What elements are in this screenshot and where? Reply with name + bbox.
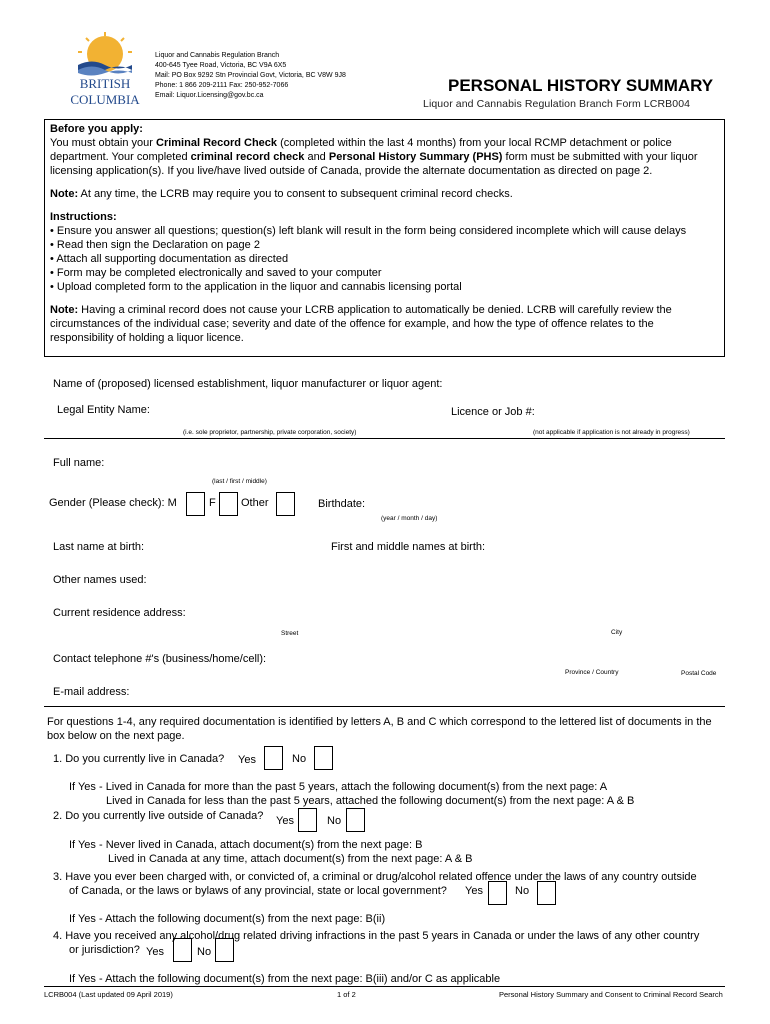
- q3-no-label: No: [515, 885, 530, 897]
- q3-text-1: 3. Have you ever been charged with, or convicted of, a criminal or drug/alcohol related offence under the laws of any country outside: [53, 871, 697, 883]
- q4-no-checkbox[interactable]: [215, 938, 234, 962]
- q4-yes-checkbox[interactable]: [173, 938, 192, 962]
- instruction-item: • Ensure you answer all questions; question(s) left blank will result in the form being considered incomplete which will cause delays: [50, 224, 718, 238]
- gender-f-checkbox[interactable]: [219, 492, 238, 516]
- establishment-label: Name of (proposed) licensed establishment, liquor manufacturer or liquor agent:: [53, 378, 443, 390]
- last-name-birth-label: Last name at birth:: [53, 541, 145, 553]
- other-names-label: Other names used:: [53, 574, 147, 586]
- text-bold: Criminal Record Check: [156, 137, 278, 149]
- phone-label: Contact telephone #'s (business/home/cell):: [53, 653, 267, 665]
- instructions-list: [50, 224, 718, 294]
- org-line: 400-645 Tyee Road, Victoria, BC V9A 6X5: [155, 62, 287, 69]
- city-hint: City: [611, 629, 623, 636]
- legal-entity-hint: (i.e. sole proprietor, partnership, private corporation, society): [183, 429, 357, 436]
- q4-no-label: No: [197, 946, 212, 958]
- q1-yes-label: Yes: [238, 754, 256, 766]
- first-middle-birth-label: First and middle names at birth:: [331, 541, 486, 553]
- q2-if-yes-1: If Yes - Never lived in Canada, attach document(s) from the next page: B: [69, 839, 423, 851]
- org-line: Phone: 1 866 209-2111 Fax: 250-952-7066: [155, 82, 289, 89]
- text-bold: criminal record check: [190, 151, 305, 163]
- q2-no-label: No: [327, 815, 342, 827]
- q4-text-2: or jurisdiction?: [69, 944, 140, 956]
- q3-no-checkbox[interactable]: [537, 881, 556, 905]
- text-bold: Personal History Summary (PHS): [328, 151, 503, 163]
- svg-text:COLUMBIA: COLUMBIA: [70, 92, 140, 107]
- q4-text-1: 4. Have you received any alcohol/drug related driving infractions in the past 5 years in Canada or under the laws of any other country: [53, 930, 700, 942]
- birthdate-hint: (year / month / day): [381, 515, 438, 522]
- q2-yes-checkbox[interactable]: [298, 808, 317, 832]
- footer-rule: [44, 986, 725, 987]
- birthdate-label: Birthdate:: [318, 498, 366, 510]
- before-you-apply-box: [44, 119, 725, 357]
- legal-entity-label: Legal Entity Name:: [57, 404, 150, 416]
- q3-text-2: of Canada, or the laws or bylaws of any provincial, state or local government?: [69, 885, 447, 897]
- gender-label: Gender (Please check): M: [49, 497, 177, 509]
- q1-no-checkbox[interactable]: [314, 746, 333, 770]
- instructions-heading: Instructions:: [50, 211, 117, 223]
- q1-yes-checkbox[interactable]: [264, 746, 283, 770]
- instruction-item: • Form may be completed electronically and saved to your computer: [50, 266, 718, 280]
- instruction-item: • Attach all supporting documentation as directed: [50, 252, 718, 266]
- postal-hint: Postal Code: [681, 670, 717, 677]
- province-hint: Province / Country: [565, 669, 619, 676]
- instruction-item: • Read then sign the Declaration on page 2: [50, 238, 718, 252]
- footer-left: LCRB004 (Last updated 09 April 2019): [44, 990, 173, 999]
- entity-rule: [44, 438, 725, 439]
- q1-if-yes-1: If Yes - Lived in Canada for more than the past 5 years, attach the following document(s) from the next page: A: [69, 781, 608, 793]
- email-label: E-mail address:: [53, 686, 130, 698]
- svg-text:BRITISH: BRITISH: [79, 76, 131, 91]
- licence-label: Licence or Job #:: [451, 406, 535, 418]
- footer-right: Personal History Summary and Consent to Criminal Record Search: [499, 990, 723, 999]
- before-paragraph: [50, 136, 718, 178]
- street-hint: Street: [281, 630, 299, 637]
- q1-if-yes-2: Lived in Canada for less than the past 5 years, attached the following document(s) from the next page: A & B: [106, 795, 635, 807]
- text: form must be submitted with your liquor licensing application(s). If you live/have lived outside of Canada, provide the alternate documentation as directed on page 2.: [50, 151, 698, 177]
- residence-label: Current residence address:: [53, 607, 186, 619]
- note-1: [50, 187, 718, 201]
- text: You must obtain your: [50, 137, 156, 149]
- note-text: At any time, the LCRB may require you to consent to subsequent criminal record checks.: [78, 188, 513, 200]
- org-address: [155, 51, 346, 101]
- form-title: PERSONAL HISTORY SUMMARY: [448, 76, 714, 95]
- gender-f-label: F: [209, 497, 216, 509]
- full-name-hint: (last / first / middle): [212, 478, 267, 485]
- questions-intro: For questions 1-4, any required documentation is identified by letters A, B and C which correspond to the lettered list of documents in the box below on the next page.: [47, 716, 712, 742]
- note-text: Having a criminal record does not cause your LCRB application to automatically be denied. LCRB will carefully review the circumstances of the individual case; severity and date of the offence for example, and how the type of offence relates to the responsibility of holding a liquor licence.: [50, 304, 672, 344]
- page-number: 1 of 2: [337, 990, 356, 999]
- text: (completed within the last 4 months) from your local RCMP detachment or police department. Your completed: [50, 137, 672, 163]
- text: and: [304, 151, 329, 163]
- note-label: Note:: [50, 304, 79, 316]
- org-line: Email: Liquor.Licensing@gov.bc.ca: [155, 92, 264, 99]
- note-2: [50, 303, 718, 345]
- gender-other-checkbox[interactable]: [276, 492, 295, 516]
- q4-if-yes: If Yes - Attach the following document(s) from the next page: B(iii) and/or C as applicable: [69, 973, 501, 985]
- q1-text: 1. Do you currently live in Canada?: [53, 753, 225, 765]
- org-line: Mail: PO Box 9292 Stn Provincial Govt, Victoria, BC V8W 9J8: [155, 72, 346, 79]
- questions-rule: [44, 706, 725, 707]
- q2-text: 2. Do you currently live outside of Canada?: [53, 810, 264, 822]
- full-name-label: Full name:: [53, 457, 105, 469]
- q1-no-label: No: [292, 753, 307, 765]
- gender-other-label: Other: [241, 497, 269, 509]
- bc-logo: [64, 32, 146, 112]
- q2-yes-label: Yes: [276, 815, 294, 827]
- q3-if-yes: If Yes - Attach the following document(s) from the next page: B(ii): [69, 913, 386, 925]
- q3-yes-label: Yes: [465, 885, 483, 897]
- before-heading: Before you apply:: [50, 123, 143, 135]
- instruction-item: • Upload completed form to the application in the liquor and cannabis licensing portal: [50, 280, 718, 294]
- note-label: Note:: [50, 188, 79, 200]
- gender-m-checkbox[interactable]: [186, 492, 205, 516]
- org-line: Liquor and Cannabis Regulation Branch: [155, 52, 280, 59]
- licence-hint: (not applicable if application is not already in progress): [533, 429, 690, 436]
- q4-yes-label: Yes: [146, 946, 164, 958]
- q2-if-yes-2: Lived in Canada at any time, attach document(s) from the next page: A & B: [108, 853, 473, 865]
- form-subtitle: Liquor and Cannabis Regulation Branch Form LCRB004: [423, 98, 691, 110]
- q2-no-checkbox[interactable]: [346, 808, 365, 832]
- q3-yes-checkbox[interactable]: [488, 881, 507, 905]
